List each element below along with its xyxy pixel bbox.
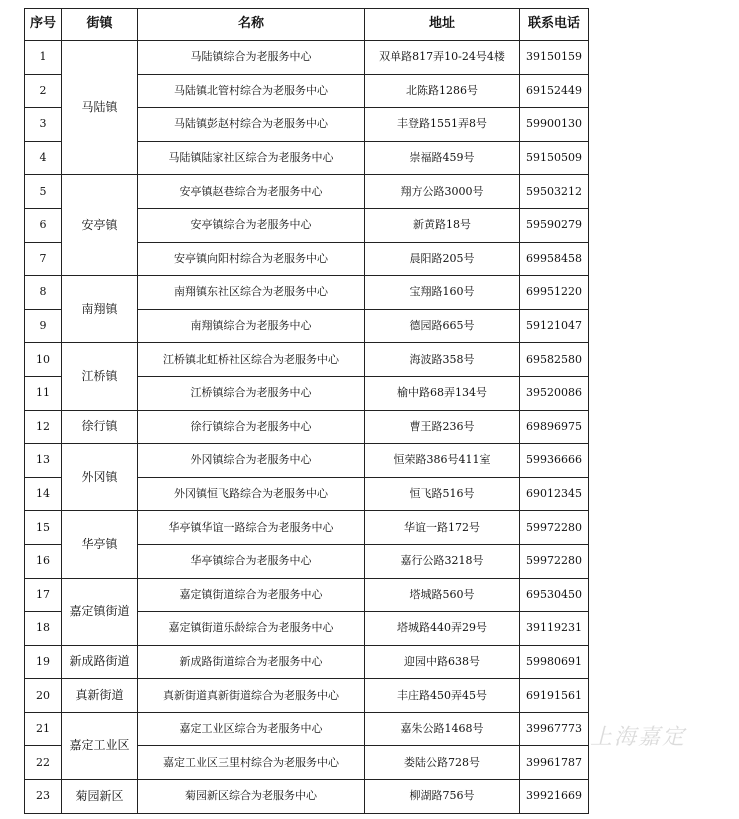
row-name: 嘉定工业区三里村综合为老服务中心	[138, 746, 365, 780]
row-seq: 17	[25, 578, 62, 612]
header-street: 街镇	[62, 9, 138, 41]
row-phone: 39921669	[520, 780, 589, 814]
street-cell: 外冈镇	[62, 444, 138, 511]
row-address: 新黄路18号	[365, 208, 520, 242]
row-name: 马陆镇陆家社区综合为老服务中心	[138, 141, 365, 175]
row-seq: 2	[25, 74, 62, 108]
street-cell: 嘉定镇街道	[62, 578, 138, 645]
row-phone: 69191561	[520, 679, 589, 713]
row-phone: 69152449	[520, 74, 589, 108]
row-address: 嘉朱公路1468号	[365, 712, 520, 746]
table-row	[25, 511, 589, 545]
row-address: 华谊一路172号	[365, 511, 520, 545]
row-seq: 10	[25, 343, 62, 377]
row-phone: 59900130	[520, 108, 589, 142]
row-address: 娄陆公路728号	[365, 746, 520, 780]
row-name: 马陆镇北管村综合为老服务中心	[138, 74, 365, 108]
row-seq: 15	[25, 511, 62, 545]
row-name: 南翔镇东社区综合为老服务中心	[138, 276, 365, 310]
row-seq: 11	[25, 376, 62, 410]
table-row	[25, 712, 589, 746]
row-phone: 59980691	[520, 645, 589, 679]
row-name: 安亭镇综合为老服务中心	[138, 208, 365, 242]
row-address: 崇福路459号	[365, 141, 520, 175]
street-cell: 徐行镇	[62, 410, 138, 444]
elderly-service-center-table	[24, 8, 589, 814]
row-name: 新成路街道综合为老服务中心	[138, 645, 365, 679]
row-phone: 69958458	[520, 242, 589, 276]
row-name: 华亭镇综合为老服务中心	[138, 544, 365, 578]
row-phone: 59972280	[520, 511, 589, 545]
row-seq: 16	[25, 544, 62, 578]
header-row	[25, 9, 589, 41]
table-row	[25, 578, 589, 612]
row-address: 双单路817弄10-24号4楼	[365, 41, 520, 75]
row-phone: 59972280	[520, 544, 589, 578]
row-address: 塔城路440弄29号	[365, 612, 520, 646]
table-row	[25, 175, 589, 209]
row-seq: 1	[25, 41, 62, 75]
row-phone: 39520086	[520, 376, 589, 410]
table-row	[25, 780, 589, 814]
row-seq: 5	[25, 175, 62, 209]
street-cell: 嘉定工业区	[62, 712, 138, 779]
row-phone: 39961787	[520, 746, 589, 780]
row-address: 宝翔路160号	[365, 276, 520, 310]
street-cell: 菊园新区	[62, 780, 138, 814]
table-row	[25, 645, 589, 679]
row-seq: 14	[25, 477, 62, 511]
watermark: 上海嘉定	[590, 725, 687, 750]
row-name: 菊园新区综合为老服务中心	[138, 780, 365, 814]
row-seq: 12	[25, 410, 62, 444]
row-phone: 59150509	[520, 141, 589, 175]
row-name: 江桥镇北虹桥社区综合为老服务中心	[138, 343, 365, 377]
row-name: 嘉定工业区综合为老服务中心	[138, 712, 365, 746]
row-seq: 6	[25, 208, 62, 242]
row-seq: 21	[25, 712, 62, 746]
row-address: 翔方公路3000号	[365, 175, 520, 209]
street-cell: 南翔镇	[62, 276, 138, 343]
table-row	[25, 410, 589, 444]
row-name: 徐行镇综合为老服务中心	[138, 410, 365, 444]
row-name: 嘉定镇街道乐龄综合为老服务中心	[138, 612, 365, 646]
row-phone: 69951220	[520, 276, 589, 310]
row-address: 曹王路236号	[365, 410, 520, 444]
street-cell: 真新街道	[62, 679, 138, 713]
row-phone: 39150159	[520, 41, 589, 75]
table-row	[25, 276, 589, 310]
row-address: 北陈路1286号	[365, 74, 520, 108]
header-seq: 序号	[25, 9, 62, 41]
row-seq: 3	[25, 108, 62, 142]
row-phone: 69582580	[520, 343, 589, 377]
row-name: 真新街道真新街道综合为老服务中心	[138, 679, 365, 713]
row-seq: 8	[25, 276, 62, 310]
street-cell: 马陆镇	[62, 41, 138, 175]
row-address: 晨阳路205号	[365, 242, 520, 276]
row-address: 海波路358号	[365, 343, 520, 377]
table-row	[25, 41, 589, 75]
row-seq: 23	[25, 780, 62, 814]
table-row	[25, 343, 589, 377]
header-address: 地址	[365, 9, 520, 41]
row-name: 安亭镇向阳村综合为老服务中心	[138, 242, 365, 276]
row-seq: 13	[25, 444, 62, 478]
row-address: 丰庄路450弄45号	[365, 679, 520, 713]
row-phone: 69530450	[520, 578, 589, 612]
row-seq: 18	[25, 612, 62, 646]
row-name: 马陆镇彭赵村综合为老服务中心	[138, 108, 365, 142]
street-cell: 安亭镇	[62, 175, 138, 276]
header-name: 名称	[138, 9, 365, 41]
row-address: 迎园中路638号	[365, 645, 520, 679]
row-name: 南翔镇综合为老服务中心	[138, 309, 365, 343]
row-address: 塔城路560号	[365, 578, 520, 612]
row-seq: 20	[25, 679, 62, 713]
row-name: 马陆镇综合为老服务中心	[138, 41, 365, 75]
row-name: 安亭镇赵巷综合为老服务中心	[138, 175, 365, 209]
row-address: 柳湖路756号	[365, 780, 520, 814]
row-name: 江桥镇综合为老服务中心	[138, 376, 365, 410]
row-seq: 19	[25, 645, 62, 679]
row-name: 外冈镇综合为老服务中心	[138, 444, 365, 478]
row-seq: 4	[25, 141, 62, 175]
row-address: 德园路665号	[365, 309, 520, 343]
row-phone: 69012345	[520, 477, 589, 511]
row-address: 丰登路1551弄8号	[365, 108, 520, 142]
row-phone: 39119231	[520, 612, 589, 646]
row-address: 榆中路68弄134号	[365, 376, 520, 410]
row-phone: 59936666	[520, 444, 589, 478]
row-seq: 22	[25, 746, 62, 780]
table-row	[25, 679, 589, 713]
row-address: 恒飞路516号	[365, 477, 520, 511]
row-phone: 59590279	[520, 208, 589, 242]
row-name: 外冈镇恒飞路综合为老服务中心	[138, 477, 365, 511]
row-phone: 59121047	[520, 309, 589, 343]
row-seq: 7	[25, 242, 62, 276]
street-cell: 江桥镇	[62, 343, 138, 410]
row-name: 嘉定镇街道综合为老服务中心	[138, 578, 365, 612]
row-address: 嘉行公路3218号	[365, 544, 520, 578]
row-seq: 9	[25, 309, 62, 343]
row-name: 华亭镇华谊一路综合为老服务中心	[138, 511, 365, 545]
header-phone: 联系电话	[520, 9, 589, 41]
street-cell: 华亭镇	[62, 511, 138, 578]
table-row	[25, 444, 589, 478]
row-address: 恒荣路386号411室	[365, 444, 520, 478]
row-phone: 69896975	[520, 410, 589, 444]
row-phone: 39967773	[520, 712, 589, 746]
row-phone: 59503212	[520, 175, 589, 209]
street-cell: 新成路街道	[62, 645, 138, 679]
